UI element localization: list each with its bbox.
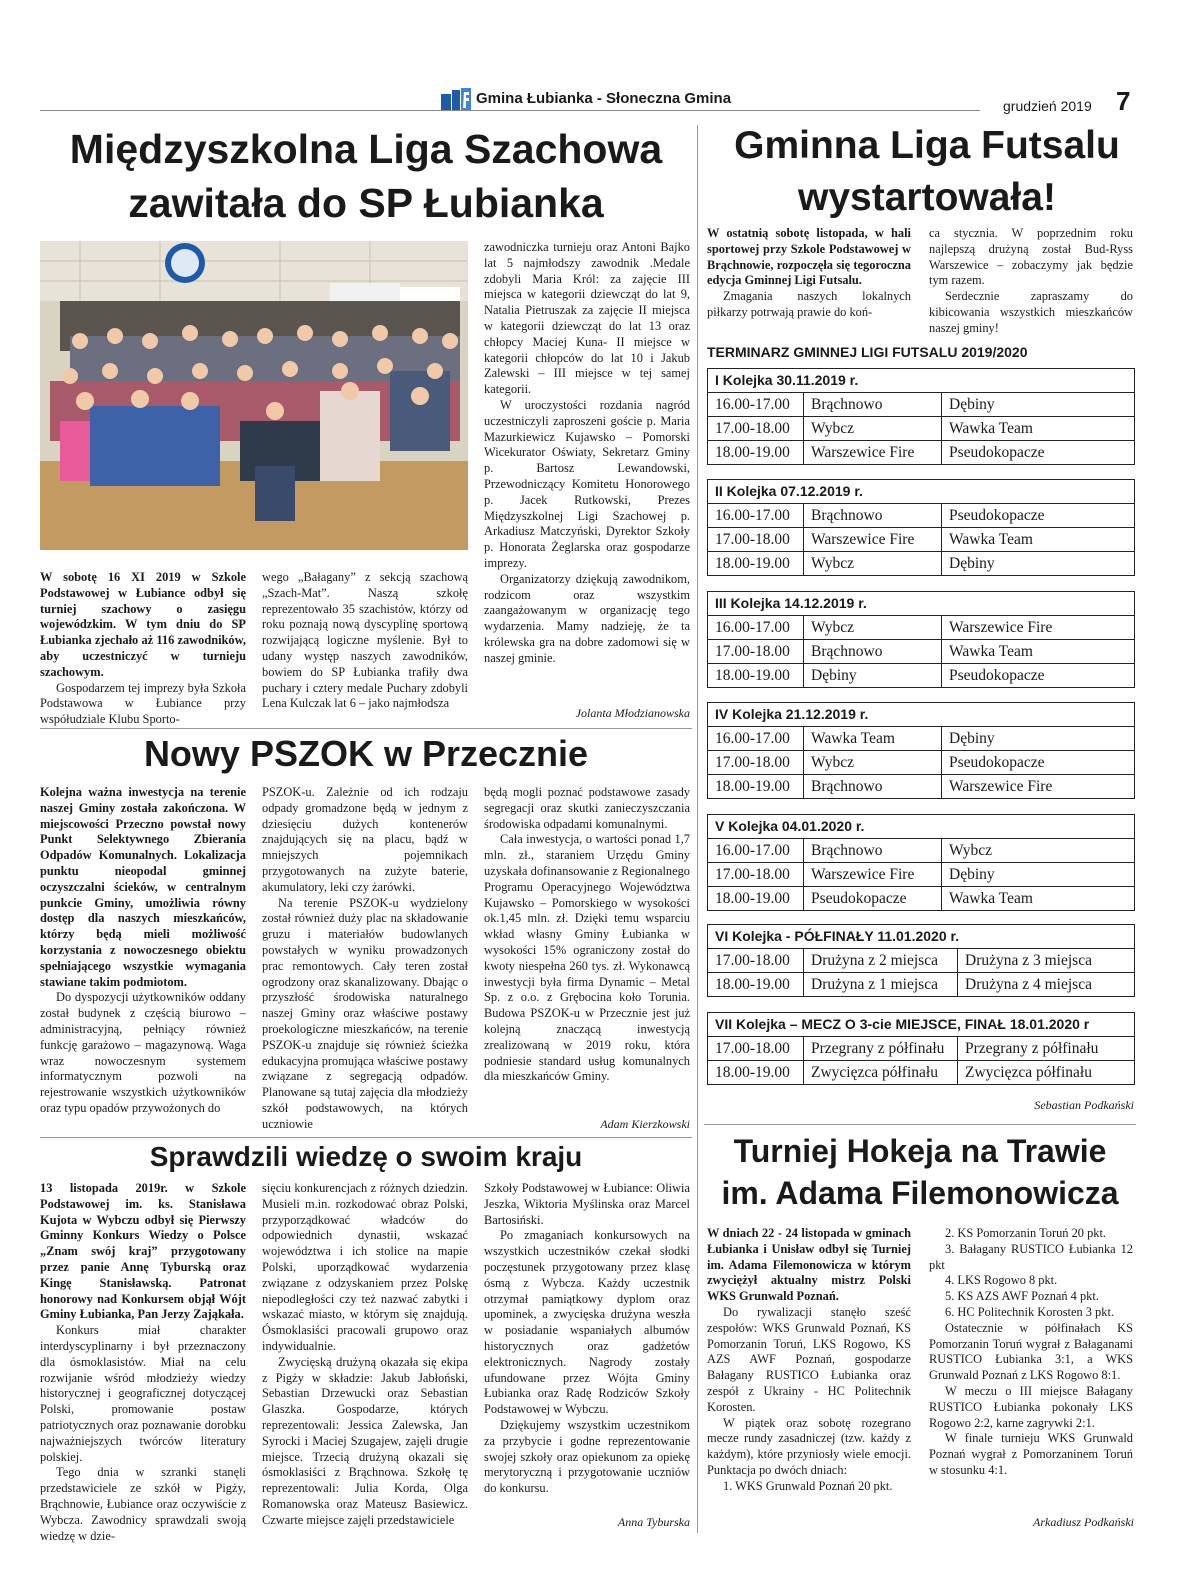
match-time: 18.00-19.00: [708, 887, 804, 911]
pszok-column-3: [484, 785, 690, 1085]
away-team: Warszewice Fire: [942, 616, 1135, 640]
pszok-paragraph: Cała inwestycja, o wartości ponad 1,7 mln. zł., staraniem Urzędu Gminy uzyskała dofinansowanie z Regionalnego Programu Operacyjnego Województwa Kujawsko – Pomorskiego w wysokości ok.1,45 mln. zł. Dzięki temu wsparciu wkład własny Gminy Łubianka w wysokości 15% ograniczony został do kwoty niespełna 260 tys. zł. Wykonawcą inwestycji była firma Dynamic – Metal Sp. z o.o. z Grębocina koło Torunia. Budowa PSZOK-u w Przecznie jest już kolejną znaczącą inwestycją zrealizowaną w 2019 roku, która podniesie standard usług komunalnych dla mieszkańców Gminy.: [484, 832, 690, 1084]
round-table: [708, 727, 1134, 798]
pszok-paragraph: będą mogli poznać podstawowe zasady segregacji oraz skutki zanieczyszczania środowiska odpadami komunalnymi.: [484, 785, 690, 831]
home-team: Przegrany z półfinału: [804, 1037, 958, 1061]
round-title: VII Kolejka – MECZ O 3-cie MIEJSCE, FINAŁ 18.01.2020 r: [708, 1013, 1134, 1037]
pszok-lead: Kolejna ważna inwestycja na terenie naszej Gminy została zakończona. W miejscowości Przeczno powstał nowy Punkt Selektywnego Zbierania Odpadów Komunalnych. Lokalizacja punktu nieopodal gminnej oczyszczalni ścieków, w centralnym punkcie Gminy, umożliwia równy dostęp dla naszych mieszkańców, którzy będą mieli możliwość korzystania z nowoczesnego obiektu spełniającego wszystkie wymagania stawiane takim podmiotom.: [40, 785, 246, 989]
match-time: 17.00-18.00: [708, 863, 804, 887]
knowledge-paragraph: Szkoły Podstawowej w Łubiance: Oliwia Jeszka, Wiktoria Myślinska oraz Marcel Bartosiński.: [484, 1181, 690, 1227]
home-team: Warszewice Fire: [804, 528, 942, 552]
match-row: [708, 727, 1134, 751]
away-team: Dębiny: [942, 552, 1135, 576]
match-time: 18.00-19.00: [708, 973, 804, 997]
pszok-paragraph: Do dyspozycji użytkowników oddany został budynek z częścią biurowo – administracyjną, pełniący również funkcję garażowo – magazynową. Waga wraz nowoczesnym systemem informatycznym pozwoli na rejestrowanie wszystkich użytkowników oraz typu opadów przywożonych do: [40, 990, 246, 1115]
schedule-round: [707, 479, 1135, 576]
away-team: Wawka Team: [942, 528, 1135, 552]
page-number: 7: [1116, 86, 1131, 116]
chess-title: [40, 122, 692, 230]
hockey-paragraph: 1. WKS Grunwald Poznań 20 pkt.: [723, 1478, 893, 1493]
away-team: Wawka Team: [942, 887, 1135, 911]
hockey-ranking-item: 6. HC Politechnik Korosten 3 pkt.: [945, 1304, 1114, 1319]
futsal-title-line1: Gminna Liga Futsalu: [734, 124, 1120, 167]
pszok-column-2: [262, 785, 468, 1133]
match-row: [708, 640, 1134, 664]
match-time: 17.00-18.00: [708, 751, 804, 775]
away-team: Pseudokopacze: [942, 441, 1135, 465]
away-team: Wawka Team: [942, 640, 1135, 664]
knowledge-paragraph: Dziękujemy wszystkim uczestnikom za przybycie i godne reprezentowanie swojej szkoły oraz opiekunom za opiekę merytoryczną i przygotowanie uczniów do konkursu.: [484, 1417, 690, 1496]
home-team: Wybcz: [804, 552, 942, 576]
match-row: [708, 973, 1134, 997]
pszok-author: Adam Kierzkowski: [600, 1117, 690, 1131]
home-team: Pseudokopacze: [804, 887, 942, 911]
home-team: Drużyna z 2 miejsca: [804, 949, 958, 973]
away-team: Zwycięzca półfinału: [958, 1061, 1135, 1085]
match-row: [708, 1037, 1134, 1061]
knowledge-title: Sprawdzili wiedzę o swoim kraju: [149, 1141, 583, 1172]
round-title: I Kolejka 30.11.2019 r.: [708, 369, 1134, 393]
header-title: Gmina Łubianka - Słoneczna Gmina: [476, 90, 732, 107]
chess-column-1: [40, 570, 246, 728]
home-team: Warszewice Fire: [804, 863, 942, 887]
round-title: V Kolejka 04.01.2020 r.: [708, 815, 1134, 839]
schedule-round: [707, 1012, 1135, 1085]
round-title: IV Kolejka 21.12.2019 r.: [708, 703, 1134, 727]
match-time: 17.00-18.00: [708, 640, 804, 664]
pszok-column-1: [40, 785, 246, 1117]
home-team: Brąchnowo: [804, 640, 942, 664]
match-row: [708, 775, 1134, 799]
futsal-column-1: [707, 226, 911, 321]
match-time: 17.00-18.00: [708, 1037, 804, 1061]
hockey-lead: W dniach 22 - 24 listopada w gminach Łubianka i Unisław odbył się Turniej im. Adama Filemonowicza w którym zwyciężył aktualny mistrz Polski WKS Grunwald Poznań.: [707, 1226, 911, 1304]
away-team: Drużyna z 3 miejsca: [958, 949, 1135, 973]
home-team: Zwycięzca półfinału: [804, 1061, 958, 1085]
home-team: Wybcz: [804, 417, 942, 441]
chess-title-line2: zawitała do SP Łubianka: [128, 180, 604, 226]
chess-title-line1: Międzyszkolna Liga Szachowa: [69, 126, 663, 172]
round-title: III Kolejka 14.12.2019 r.: [708, 592, 1134, 616]
pszok-paragraph: Na terenie PSZOK-u wydzielony został również duży plac na składowanie gruzu i materiałów budowlanych powstałych w wyniku prowadzonych prac remontowych. Cały teren został ogrodzony oraz skanalizowany. Dbając o przyszłość środowiska naturalnego naszej Gminy oraz właściwe postawy proekologiczne mieszkańców, na terenie PSZOK-u znajduje się również ścieżka edukacyjna promująca właściwe postawy związane z segregacją odpadów. Planowane są tutaj zajęcia dla młodzieży szkół podstawowych, na których uczniowie: [262, 895, 468, 1131]
match-row: [708, 504, 1134, 528]
away-team: Dębiny: [942, 727, 1135, 751]
chess-group-photo: [40, 241, 468, 550]
schedule-title: TERMINARZ GMINNEJ LIGI FUTSALU 2019/2020: [707, 344, 1028, 360]
futsal-column-2: [929, 226, 1133, 337]
home-team: Wawka Team: [804, 727, 942, 751]
schedule-round: [707, 702, 1135, 799]
home-team: Wybcz: [804, 616, 942, 640]
match-time: 18.00-19.00: [708, 552, 804, 576]
match-time: 16.00-17.00: [708, 727, 804, 751]
match-row: [708, 528, 1134, 552]
hockey-paragraph: W meczu o III miejsce Bałagany RUSTICO Łubianka pokonały LKS Rogowo 2:2, karne zagrywki 2:1.: [929, 1383, 1133, 1430]
match-row: [708, 863, 1134, 887]
hockey-paragraph: W finale turnieju WKS Grunwald Poznań wygrał z Pomorzaninem Toruń w stosunku 4:1.: [929, 1431, 1133, 1477]
chess-paragraph: wego „Bałagany” z sekcją szachową „Szach-Mat”. Naszą szkołę reprezentowało 35 szachistów, którzy od roku poznają nową dyscyplinę sportową rozwijającą logiczne myślenie. Był to udany występ naszych zawodników, bowiem do SP Łubianka trafiły dwa puchary i cztery medale Puchary zdobyli Lena Kulczak lat 6 – jako najmłodsza: [262, 570, 468, 711]
futsal-author: Sebastian Podkański: [1034, 1098, 1134, 1112]
match-time: 17.00-18.00: [708, 949, 804, 973]
match-time: 18.00-19.00: [708, 775, 804, 799]
futsal-paragraph: ca stycznia. W poprzednim roku najlepszą drużyną został Bud-Ryss Warszewice – zobaczymy jak będzie tym razem.: [929, 226, 1133, 288]
round-title: II Kolejka 07.12.2019 r.: [708, 480, 1134, 504]
header-date: grudzień 2019: [1003, 98, 1092, 114]
chess-photo: [40, 241, 468, 550]
hockey-paragraph: W piątek oraz sobotę rozegrano mecze rundy zasadniczej (tzw. każdy z każdym), które przyniosły wiele emocji. Punktacja po dwóch dniach:: [707, 1415, 911, 1477]
match-row: [708, 751, 1134, 775]
hockey-ranking-item: 5. KS AZS AWF Poznań 4 pkt.: [945, 1289, 1099, 1304]
schedule-round: [707, 368, 1135, 465]
away-team: Drużyna z 4 miejsca: [958, 973, 1135, 997]
round-table: [708, 504, 1134, 575]
match-time: 17.00-18.00: [708, 417, 804, 441]
hockey-author: Arkadiusz Podkański: [1033, 1515, 1134, 1529]
futsal-title-line2: wystartowała!: [798, 176, 1056, 219]
round-table: [708, 616, 1134, 687]
home-team: Brąchnowo: [804, 775, 942, 799]
away-team: Pseudokopacze: [942, 751, 1135, 775]
futsal-paragraph: Serdecznie zapraszamy do kibicowania wszystkich mieszkańców naszej gminy!: [929, 289, 1133, 335]
match-row: [708, 887, 1134, 911]
match-row: [708, 1061, 1134, 1085]
knowledge-paragraph: sięciu konkurencjach z różnych dziedzin. Musieli m.in. rozkodować obraz Polski, przyporządkować władców do odpowiednich dynastii, wskazać województwa i ich stolice na mapie Polski, uporządkować wydarzenia związane z odzyskaniem przez Polskę niepodległości czy też nazwać zabytki i wskazać miasto, w którym się znajdują. Ósmoklasiści pracowali grupowo oraz indywidualnie.: [262, 1181, 468, 1353]
away-team: Dębiny: [942, 393, 1135, 417]
knowledge-author: Anna Tyburska: [617, 1515, 690, 1529]
chess-paragraph: zawodniczka turnieju oraz Antoni Bajko lat 5 najmłodszy zawodnik .Medale zdobyli Maria Król: za zajęcie III miejsca w kategorii dziewcząt do lat 9, Natalia Pietruszak za zajęcie II miejsca w kategorii dziewcząt do lat 13 oraz chłopcy Maciej Kuna- II miejsce w kategorii chłopców do lat 10 i Jakub Zalewski – III miejsce w tej samej kategorii.: [484, 240, 690, 397]
round-table: [708, 839, 1134, 910]
away-team: Przegrany z półfinału: [958, 1037, 1135, 1061]
match-row: [708, 616, 1134, 640]
hockey-ranking-item: 4. LKS Rogowo 8 pkt.: [945, 1273, 1058, 1288]
home-team: Drużyna z 1 miejsca: [804, 973, 958, 997]
hockey-column-1: [707, 1226, 911, 1495]
chess-column-3: [484, 240, 690, 667]
match-time: 17.00-18.00: [708, 528, 804, 552]
futsal-lead: W ostatnią sobotę listopada, w hali sportowej przy Szkole Podstawowej w Brąchnowie, rozpoczęła się tegoroczna edycja Gminnej Ligi Futsalu.: [707, 226, 911, 288]
hockey-ranking-item: 2. KS Pomorzanin Toruń 20 pkt.: [945, 1226, 1107, 1240]
section-rule: [40, 1137, 692, 1138]
away-team: Pseudokopacze: [942, 664, 1135, 688]
home-team: Brąchnowo: [804, 393, 942, 417]
schedule-round: [707, 924, 1135, 997]
hockey-title-line2: im. Adama Filemonowicza: [721, 1175, 1119, 1211]
match-time: 16.00-17.00: [708, 504, 804, 528]
match-time: 16.00-17.00: [708, 393, 804, 417]
match-row: [708, 949, 1134, 973]
home-team: Brąchnowo: [804, 504, 942, 528]
knowledge-column-2: [262, 1181, 468, 1529]
home-team: Wybcz: [804, 751, 942, 775]
home-team: Dębiny: [804, 664, 942, 688]
section-rule: [40, 728, 692, 729]
match-time: 18.00-19.00: [708, 1061, 804, 1085]
match-row: [708, 664, 1134, 688]
match-row: [708, 839, 1134, 863]
hockey-paragraph: Do rywalizacji stanęło sześć zespołów: WKS Grunwald Poznań, KS Pomorzanin Toruń, LKS Rogowo, KS AZS AWF Poznań, gospodarze Bałagany RUSTICO Łubianka oraz zespół z Ukrainy - HC Politechnik Korosten.: [707, 1304, 911, 1414]
schedule-round: [707, 591, 1135, 688]
chess-paragraph: W uroczystości rozdania nagród uczestniczyli zaproszeni goście p. Maria Mazurkiewicz Kujawsko – Pomorski Wicekurator Oświaty, Sekretarz Gminy p. Bartosz Lewandowski, Przewodniczący Komitetu Honorowego p. Jacek Rutkowski, Prezes Międzyszkolnej Ligi Szachowej p. Arkadiusz Matczyński, Dyrektor Szkoły p. Honorata Żeglarska oraz gospodarze imprezy.: [484, 397, 690, 570]
gmina-logo-icon: [441, 88, 471, 110]
knowledge-paragraph: Konkurs miał charakter interdyscyplinarny i był przeznaczony dla ósmoklasistów. Miał na celu rozwijanie wśród młodzieży wiedzy historycznej i geograficznej dotyczącej Polski, promowanie postaw patriotycznych oraz poznawanie dorobku najważniejszych twórców literatury polskiej.: [40, 1323, 246, 1464]
chess-column-2: [262, 570, 468, 712]
away-team: Dębiny: [942, 863, 1135, 887]
knowledge-paragraph: Zwycięską drużyną okazała się ekipa z Pigży w składzie: Jakub Jabłoński, Sebastian Drzewucki oraz Sebastian Glaszka. Gospodarze, których reprezentowali: Jessica Zalewska, Jan Syrocki i Maciej Szugajew, zajęli drugie miejsce. Trzecią drużyną okazali się ósmoklasiści z Brąchnowa. Szkołę tę reprezentowali: Julia Korda, Olga Romanowska oraz Mateusz Basiewicz. Czwarte miejsce zajęli przedstawiciele: [262, 1354, 468, 1527]
home-team: Warszewice Fire: [804, 441, 942, 465]
round-table: [708, 949, 1134, 996]
futsal-paragraph: Zmagania naszych lokalnych piłkarzy potrwają prawie do koń-: [707, 289, 911, 319]
hockey-title-line1: Turniej Hokeja na Trawie: [733, 1133, 1107, 1169]
schedule-round: [707, 814, 1135, 911]
match-row: [708, 417, 1134, 441]
chess-lead: W sobotę 16 XI 2019 w Szkole Podstawowej w Łubiance odbył się turniej szachowy o zasięgu wojewódzkim. W tym dniu do SP Łubianka zjechało aż 116 zawodników, aby uczestniczyć w turnieju szachowym.: [40, 570, 246, 679]
round-title: VI Kolejka - PÓŁFINAŁY 11.01.2020 r.: [708, 925, 1134, 949]
pszok-paragraph: PSZOK-u. Zależnie od ich rodzaju odpady gromadzone będą w jednym z dziesięciu dużych kontenerów znajdujących się na placu, bądź w mniejszych pojemnikach przygotowanych na zużyte baterie, akumulatory, leki czy żarówki.: [262, 785, 468, 894]
column-divider: [697, 125, 698, 1533]
match-row: [708, 441, 1134, 465]
away-team: Wybcz: [942, 839, 1135, 863]
match-time: 16.00-17.00: [708, 839, 804, 863]
match-time: 18.00-19.00: [708, 441, 804, 465]
chess-paragraph: Organizatorzy dziękują zawodnikom, rodzicom oraz wszystkim zaangażowanym w organizację tego wydarzenia. Mamy nadzieję, że ta królewska gra na dobre zadomowi się w naszej gminie.: [484, 571, 690, 665]
futsal-title: [704, 120, 1150, 224]
hockey-ranking-item: 3. Bałagany RUSTICO Łubianka 12 pkt: [929, 1241, 1133, 1272]
match-row: [708, 552, 1134, 576]
match-time: 16.00-17.00: [708, 616, 804, 640]
away-team: Wawka Team: [942, 417, 1135, 441]
header-rule: [40, 110, 980, 111]
hockey-title: [704, 1130, 1136, 1214]
pszok-title: Nowy PSZOK w Przecznie: [143, 733, 589, 774]
gmina-logo: [441, 88, 471, 110]
away-team: Warszewice Fire: [942, 775, 1135, 799]
knowledge-paragraph: Tego dnia w szranki stanęli przedstawiciele ze szkół w Pigży, Brąchnowie, Łubiance oraz oczywiście z Wybcza. Zawodnicy sprawdzali swoją wiedzę w dzie-: [40, 1465, 246, 1543]
knowledge-column-3: [484, 1181, 690, 1497]
knowledge-paragraph: Po zmaganiach konkursowych na wszystkich uczestników czekał słodki poczęstunek przygotowany przez klasę ósmą z Wybcza. Każdy uczestnik otrzymał pamiątkowy dyplom oraz upominek, a zwycięska drużyna weszła w posiadanie wspaniałych albumów historycznych oraz gadżetów elektronicznych. Nagrody zostały ufundowane przez Wójta Gminy Łubianka oraz Radę Rodziców Szkoły Podstawowej w Wybczu.: [484, 1228, 690, 1417]
chess-paragraph: Gospodarzem tej imprezy była Szkoła Podstawowa w Łubiance przy współudziale Klubu Sporto-: [40, 680, 246, 727]
home-team: Brąchnowo: [804, 839, 942, 863]
hockey-column-2: [929, 1226, 1133, 1479]
knowledge-lead: 13 listopada 2019r. w Szkole Podstawowej im. ks. Stanisława Kujota w Wybczu odbył się Pierwszy Gminny Konkurs Wiedzy o Polsce „Znam swój kraj” przygotowany przez panie Annę Tyburską oraz Kingę Stanisławską. Patronat honorowy nad Konkursem objął Wójt Gminy Łubianka, Pan Jerzy Zająkała.: [40, 1181, 246, 1322]
hockey-paragraph: Ostatecznie w półfinałach KS Pomorzanin Toruń wygrał z Bałaganami RUSTICO Łubianka 3:1, a WKS Grunwald Poznań z LKS Rogowo 8:1.: [929, 1320, 1133, 1383]
round-table: [708, 1037, 1134, 1084]
knowledge-column-1: [40, 1181, 246, 1544]
round-table: [708, 393, 1134, 464]
match-row: [708, 393, 1134, 417]
away-team: Pseudokopacze: [942, 504, 1135, 528]
match-time: 18.00-19.00: [708, 664, 804, 688]
section-rule: [704, 1124, 1136, 1125]
chess-author: Jolanta Młodzianowska: [575, 706, 690, 720]
